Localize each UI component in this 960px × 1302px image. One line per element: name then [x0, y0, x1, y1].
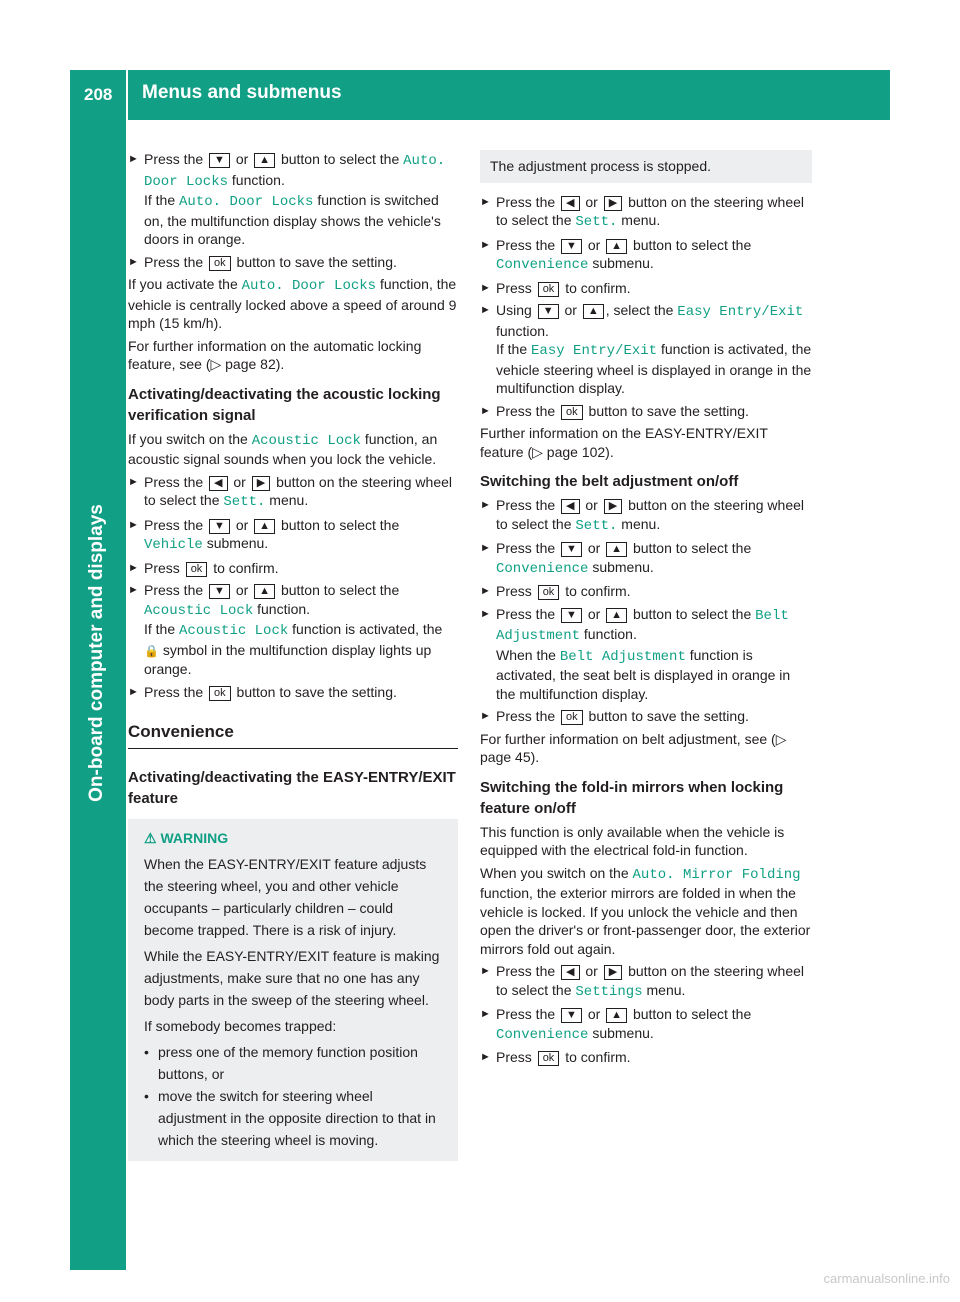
down-key-icon: ▼	[561, 608, 582, 623]
step-arrow-icon: ►	[480, 585, 491, 597]
step: ► Press the ◀ or ▶ button on the steering wheel to select the Sett. menu.	[480, 497, 804, 534]
down-key-icon: ▼	[538, 304, 559, 319]
step: ► Press the ok button to save the setting.	[480, 708, 749, 724]
warning-box: ⚠ WARNING When the EASY-ENTRY/EXIT feature adjusts the steering wheel, you and other vehicle occupants – particularly children – could become trapped. There is a risk of injury. While the EASY-ENTRY/EXIT feature is making adjustments, make sure that no one has any body parts in the sweep of the steering wheel. If somebody becomes trapped: • press one of the memory function position buttons, or • move the switch for steering wheel adjustment in the opposite direction to that in which the steering wheel is moving.	[128, 819, 458, 1161]
ok-key-icon: ok	[538, 1051, 560, 1066]
step: ► Press the ◀ or ▶ button on the steering wheel to select the Sett. menu.	[480, 193, 804, 230]
right-key-icon: ▶	[252, 476, 270, 491]
ok-key-icon: ok	[538, 282, 560, 297]
down-key-icon: ▼	[209, 519, 230, 534]
step: ► Press the ok button to save the setting.	[128, 683, 397, 700]
warning-title: ⚠ WARNING	[144, 829, 229, 846]
step: ► Press the ▼ or ▲ button to select the Convenience submenu.	[480, 540, 752, 577]
step: ► Press ok to confirm.	[480, 583, 631, 599]
paragraph: For further information on belt adjustment, see (▷ page 45).	[480, 730, 787, 765]
up-key-icon: ▲	[606, 608, 627, 623]
step: ► Press the ◀ or ▶ button on the steering wheel to select the Settings menu.	[480, 963, 804, 1000]
list-item: • press one of the memory function position buttons, or	[144, 1041, 444, 1085]
paragraph: If you activate the Auto. Door Locks function, the vehicle is centrally locked above a speed of around 9 mph (15 km/h).	[128, 276, 457, 331]
step-arrow-icon: ►	[128, 153, 139, 165]
step: ► Press the ▼ or ▲ button to select the Convenience submenu.	[480, 1006, 752, 1043]
left-key-icon: ◀	[209, 476, 227, 491]
right-column	[480, 150, 812, 1071]
up-key-icon: ▲	[254, 153, 275, 168]
down-key-icon: ▼	[209, 584, 230, 599]
step: ► Press the ▼ or ▲ button to select the Vehicle submenu.	[128, 516, 400, 553]
step-arrow-icon: ►	[480, 710, 491, 722]
down-key-icon: ▼	[209, 153, 230, 168]
section-heading: Convenience	[128, 722, 234, 741]
right-key-icon: ▶	[604, 965, 622, 980]
step-arrow-icon: ►	[480, 238, 491, 251]
ok-key-icon: ok	[209, 686, 231, 701]
paragraph: If you switch on the Acoustic Lock function, an acoustic signal sounds when you lock the vehicle.	[128, 430, 438, 467]
up-key-icon: ▲	[606, 1008, 627, 1023]
step-arrow-icon: ►	[128, 561, 139, 574]
up-key-icon: ▲	[583, 304, 604, 319]
step-arrow-icon: ►	[480, 542, 491, 554]
paragraph: Further information on the EASY-ENTRY/EXIT feature (▷ page 102).	[480, 425, 768, 460]
step-arrow-icon: ►	[480, 281, 491, 294]
up-key-icon: ▲	[254, 519, 275, 534]
divider	[128, 748, 458, 749]
section-heading: Activating/deactivating the acoustic locking verification signal	[128, 385, 441, 424]
step: ► Press the ▼ or ▲ button to select the Convenience submenu.	[480, 236, 752, 273]
left-key-icon: ◀	[561, 196, 579, 211]
step: ► Press the ▼ or ▲ button to select the Auto. Door Locks function. If the Auto. Door Locks function is switched on, the multifunction display shows the vehicle's doors in orange.	[128, 151, 446, 247]
down-key-icon: ▼	[561, 239, 582, 254]
step-arrow-icon: ►	[480, 499, 491, 511]
step-arrow-icon: ►	[128, 584, 139, 596]
ok-key-icon: ok	[561, 710, 583, 725]
step: ► Press the ok button to save the setting.	[128, 253, 397, 270]
ok-key-icon: ok	[561, 405, 583, 420]
up-key-icon: ▲	[606, 239, 627, 254]
ok-key-icon: ok	[186, 562, 208, 577]
step-arrow-icon: ►	[480, 607, 491, 620]
down-key-icon: ▼	[561, 1008, 582, 1023]
down-key-icon: ▼	[561, 542, 582, 557]
right-key-icon: ▶	[604, 196, 622, 211]
step-arrow-icon: ►	[480, 304, 491, 316]
paragraph: For further information on the automatic locking feature, see (▷ page 82).	[128, 337, 422, 372]
page-title: Menus and submenus	[142, 82, 342, 103]
ok-key-icon: ok	[209, 256, 231, 271]
step-arrow-icon: ►	[480, 1051, 491, 1063]
up-key-icon: ▲	[606, 542, 627, 557]
step: ► Press ok to confirm.	[480, 1049, 631, 1065]
right-key-icon: ▶	[604, 499, 622, 514]
step: ► Press the ▼ or ▲ button to select the Acoustic Lock function. If the Acoustic Lock function is activated, the 🔒 symbol in the multifunction display lights up orange.	[128, 582, 443, 677]
step: ► Press the ▼ or ▲ button to select the Belt Adjustment function. When the Belt Adjustment function is activated, the seat belt is displayed in orange in the multifunction display.	[480, 605, 791, 702]
watermark: carmanualsonline.info	[823, 1271, 950, 1286]
section-heading: Switching the fold-in mirrors when locking feature on/off	[480, 778, 784, 817]
left-key-icon: ◀	[561, 499, 579, 514]
left-column	[128, 150, 458, 1161]
sidebar-label: On-board computer and displays	[85, 504, 107, 802]
step-arrow-icon: ►	[128, 685, 139, 698]
step-arrow-icon: ►	[128, 475, 139, 488]
menu-item: Auto. Door Locks	[144, 153, 446, 190]
header-divider	[126, 70, 128, 120]
section-heading: Switching the belt adjustment on/off	[480, 473, 739, 490]
step-arrow-icon: ►	[480, 404, 491, 417]
step-arrow-icon: ►	[128, 518, 139, 531]
step: ► Press ok to confirm.	[480, 279, 631, 296]
list-item: • move the switch for steering wheel adjustment in the opposite direction to that in which the steering wheel is moving.	[144, 1085, 444, 1151]
paragraph: This function is only available when the vehicle is equipped with the electrical fold-in function.	[480, 823, 785, 858]
step-arrow-icon: ►	[480, 1008, 491, 1020]
step-arrow-icon: ►	[480, 965, 491, 977]
step-arrow-icon: ►	[480, 195, 491, 208]
page-header	[70, 70, 890, 120]
lock-icon: 🔒	[144, 643, 159, 658]
note-box: The adjustment process is stopped.	[480, 150, 812, 183]
step: ► Press ok to confirm.	[128, 559, 279, 576]
section-heading: Activating/deactivating the EASY-ENTRY/EXIT feature	[128, 768, 456, 807]
step: ► Press the ◀ or ▶ button on the steering wheel to select the Sett. menu.	[128, 473, 452, 510]
warning-icon: ⚠	[144, 829, 157, 846]
page-number: 208	[84, 85, 113, 104]
up-key-icon: ▲	[254, 584, 275, 599]
left-key-icon: ◀	[561, 965, 579, 980]
step-arrow-icon: ►	[128, 255, 139, 268]
ok-key-icon: ok	[538, 585, 560, 600]
paragraph: When you switch on the Auto. Mirror Folding function, the exterior mirrors are folded in when the vehicle is locked. If you unlock the vehicle and then open the driver's or front-passenger door, the exterior mirrors fold out again.	[480, 864, 811, 957]
step: ► Press the ok button to save the setting.	[480, 402, 749, 419]
step: ► Using ▼ or ▲ , select the Easy Entry/Exit function. If the Easy Entry/Exit function is activated, the vehicle steering wheel is displayed in orange in the multifunction display.	[480, 302, 812, 396]
